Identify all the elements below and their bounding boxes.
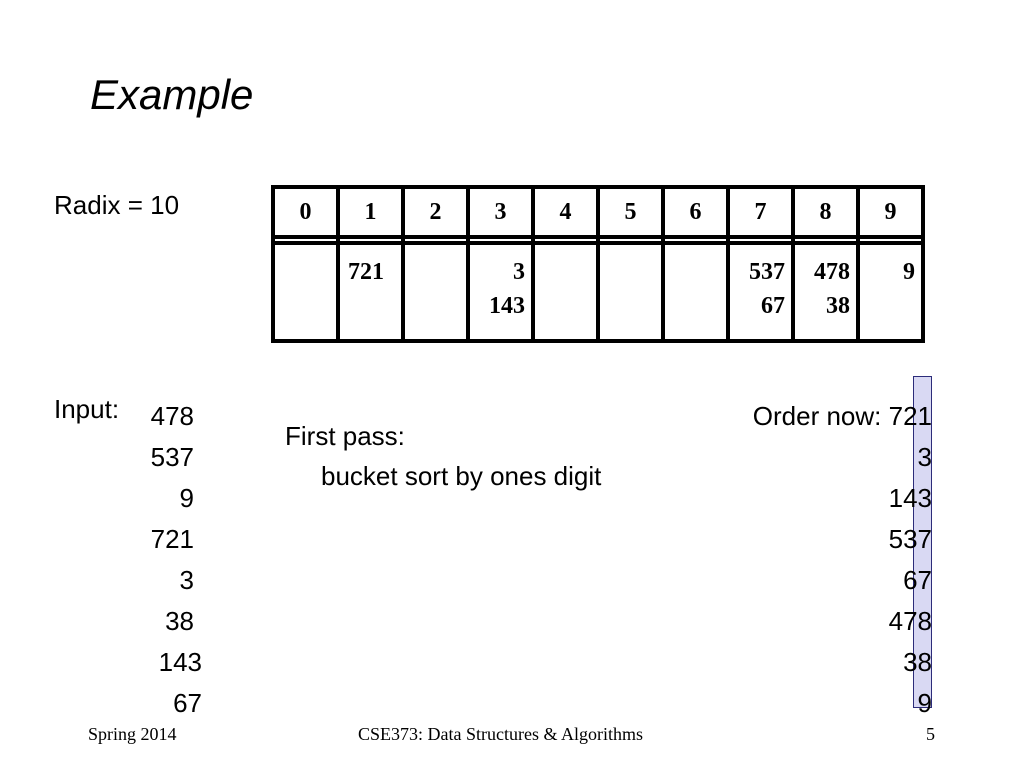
bucket-table [271,185,925,343]
order-value: 67 [903,565,932,595]
order-value: 3 [917,442,932,472]
input-value: 537 [150,442,194,472]
order-value: 478 [888,606,932,636]
page-number: 5 [926,724,935,744]
bucket-header-7: 7 [728,187,793,237]
bucket-header-1: 1 [338,187,403,237]
bucket-cell-7 [728,243,793,341]
bucket-cell-1 [338,243,403,341]
input-value: 478 [150,401,194,431]
bucket-cell-0 [273,243,338,341]
order-value: 537 [888,524,932,554]
bucket-cell-8 [793,243,858,341]
input-value: 143 [158,647,202,677]
bucket-cell-9 [858,243,923,341]
order-value: 143 [888,483,932,513]
input-label: Input: [54,394,120,424]
input-value: 9 [179,483,194,513]
order-value: 38 [903,647,932,677]
pass-description: bucket sort by ones digit [321,461,602,491]
input-list [120,396,202,724]
order-list [700,396,932,724]
order-row [700,396,932,437]
order-value: 721 [888,401,932,431]
bucket-item: 478 [814,259,850,285]
bucket-cell-4 [533,243,598,341]
bucket-header-2: 2 [403,187,468,237]
bucket-item: 537 [749,259,785,285]
input-value: 3 [179,565,194,595]
bucket-cell-3 [468,243,533,341]
bucket-cell-6 [663,243,728,341]
bucket-header-5: 5 [598,187,663,237]
bucket-item: 9 [903,259,915,285]
order-value: 9 [917,688,932,718]
bucket-item: 3 [513,259,525,285]
bucket-header-3: 3 [468,187,533,237]
footer-course: CSE373: Data Structures & Algorithms [358,724,643,744]
pass-title: First pass: [285,421,405,451]
bucket-cell-5 [598,243,663,341]
footer-term: Spring 2014 [88,724,177,744]
order-label: Order now: [752,401,882,431]
bucket-item: 38 [826,293,850,319]
input-value: 721 [150,524,194,554]
radix-label: Radix = 10 [54,190,180,220]
bucket-header-4: 4 [533,187,598,237]
slide-title: Example [90,71,254,118]
bucket-header-0: 0 [273,187,338,237]
bucket-header-9: 9 [858,187,923,237]
input-value: 67 [173,688,202,718]
bucket-item: 143 [489,293,525,319]
bucket-cell-2 [403,243,468,341]
bucket-header-6: 6 [663,187,728,237]
bucket-item: 721 [348,259,384,285]
bucket-item: 67 [761,293,785,319]
bucket-header-8: 8 [793,187,858,237]
input-value: 38 [165,606,194,636]
